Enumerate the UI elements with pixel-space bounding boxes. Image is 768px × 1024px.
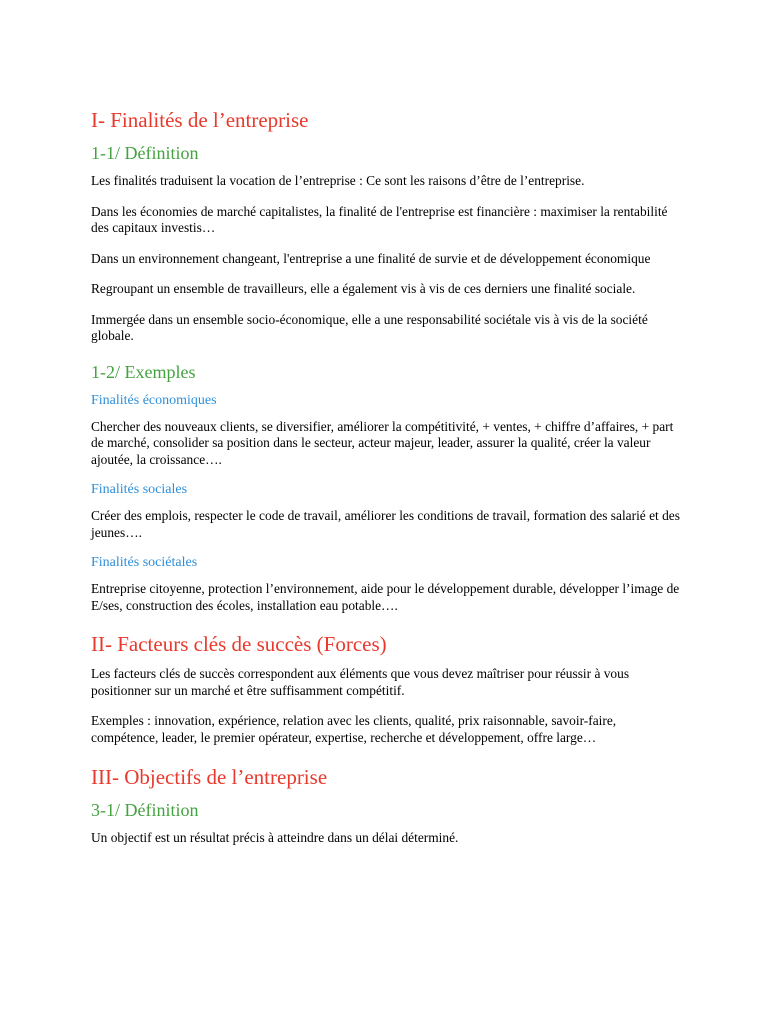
section-2-heading: II- Facteurs clés de succès (Forces): [91, 632, 387, 656]
paragraph: Dans les économies de marché capitalistes, la finalité de l'entreprise est financière : maximiser la rentabilité des capitaux investis…: [91, 203, 668, 235]
section-3-heading: III- Objectifs de l’entreprise: [91, 765, 328, 789]
paragraph: Les facteurs clés de succès correspondent aux éléments que vous devez maîtriser pour réussir à vous positionner sur un marché et être suffisamment compétitif.: [91, 666, 630, 698]
group-heading-economiques: Finalités économiques: [91, 392, 217, 408]
paragraph: Dans un environnement changeant, l'entreprise a une finalité de survie et de développement économique: [91, 250, 651, 266]
group-heading-sociales: Finalités sociales: [91, 482, 188, 497]
paragraph: Les finalités traduisent la vocation de l’entreprise : Ce sont les raisons d’être de l’entreprise.: [91, 173, 585, 188]
section-1-2-heading: 1-2/ Exemples: [91, 361, 196, 382]
paragraph: Créer des emplois, respecter le code de travail, améliorer les conditions de travail, formation des salarié et des jeunes….: [91, 508, 680, 540]
section-1-1-heading: 1-1/ Définition: [91, 143, 199, 163]
paragraph: Immergée dans un ensemble socio-économique, elle a une responsabilité sociétale vis à vis de la société globale.: [91, 311, 648, 343]
paragraph: Exemples : innovation, expérience, relation avec les clients, qualité, prix raisonnable, savoir-faire, compétence, leader, le premier opérateur, expertise, recherche et développement, offre large…: [91, 713, 617, 745]
paragraph: Entreprise citoyenne, protection l’environnement, aide pour le développement durable, développer l’image de E/ses, construction des écoles, installation eau potable….: [91, 581, 680, 613]
section-3-1-heading: 3-1/ Définition: [91, 800, 199, 820]
paragraph: Chercher des nouveaux clients, se diversifier, améliorer la compétitivité, + ventes, + chiffre d’affaires, + part de marché, consolider sa position dans le secteur, acteur majeur, leader, assurer la qualité, créer la valeur ajoutée, la croissance….: [91, 418, 674, 467]
paragraph: Un objectif est un résultat précis à atteindre dans un délai déterminé.: [91, 830, 459, 845]
group-heading-societales: Finalités sociétales: [91, 555, 198, 570]
document-page: [91, 107, 681, 861]
section-1-heading: I- Finalités de l’entreprise: [91, 108, 309, 132]
paragraph: Regroupant un ensemble de travailleurs, elle a également vis à vis de ces derniers une finalité sociale.: [91, 281, 636, 296]
